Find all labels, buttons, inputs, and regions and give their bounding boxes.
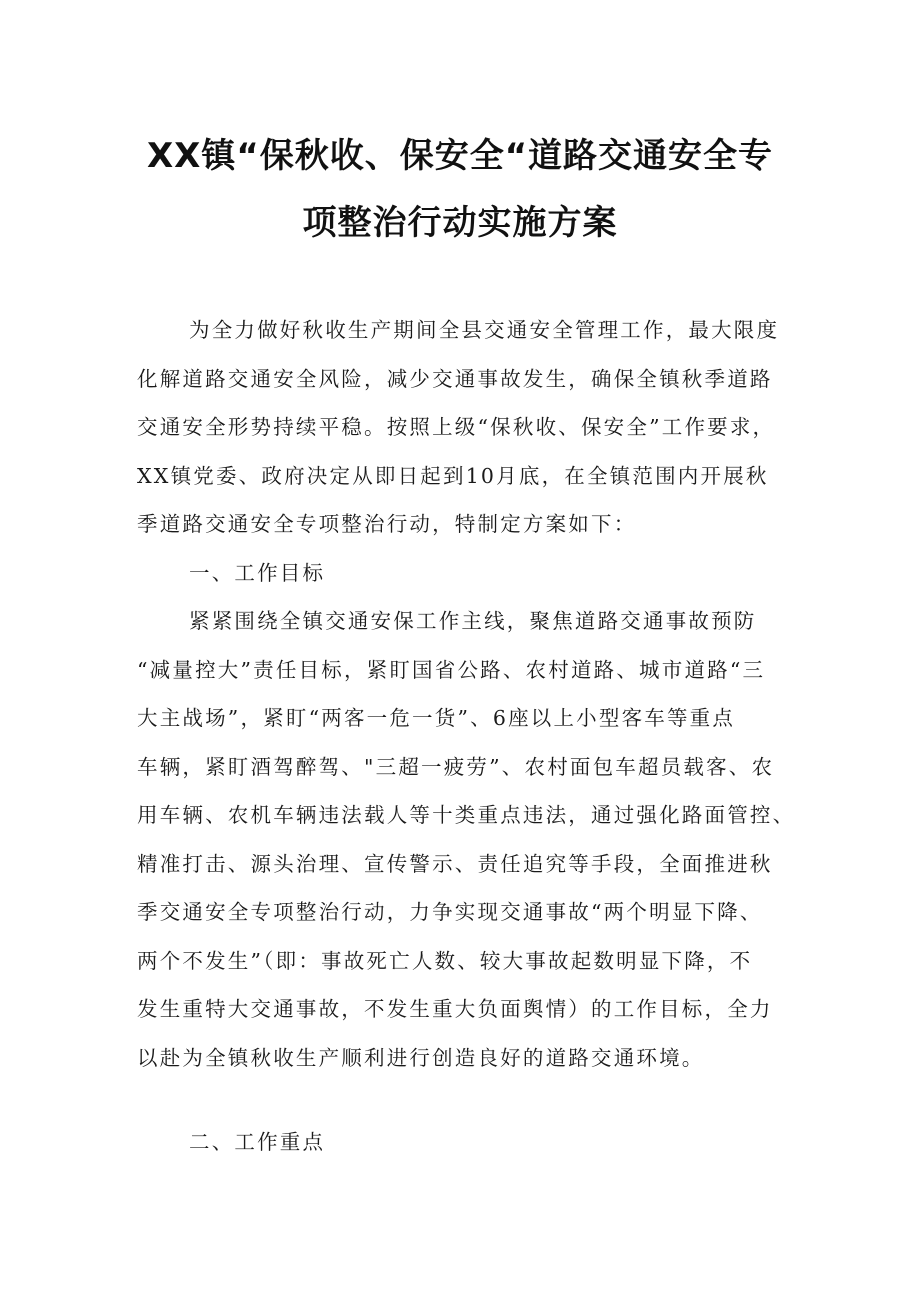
intro-line: 为全力做好秋收生产期间全县交通安全管理工作，最大限度 [189,318,780,342]
document-title-line-1: XX镇“保秋收、保安全“道路交通安全专 [146,136,774,176]
goals-line: 季交通安全专项整治行动，力争实现交通事故“两个明显下降、 [137,900,763,924]
goals-line: “减量控大”责任目标，紧盯国省公路、农村道路、城市道路“三 [137,657,766,682]
goals-line: 两个不发生”（即：事故死亡人数、较大事故起数明显下降，不 [137,948,753,973]
goals-line: 精准打击、源头治理、宣传警示、责任追究等手段，全面推进秋 [137,851,773,876]
intro-paragraph [137,306,797,549]
section-heading-text: 一、工作目标 [189,561,326,585]
goals-line: 车辆，紧盯酒驾醉驾、"三超一疲劳”、农村面包车超员载客、农 [137,754,775,779]
intro-line: XX镇党委、政府决定从即日起到10月底，在全镇范围内开展秋 [137,463,769,488]
goals-line: 大主战场”，紧盯“两客一危一货”、6座以上小型客车等重点 [137,706,736,730]
intro-line: 交通安全形势持续平稳。按照上级“保秋收、保安全”工作要求， [137,415,776,439]
goals-line: 以赴为全镇秋收生产顺利进行创造良好的道路交通环境。 [137,1045,705,1070]
document-title-line-2: 项整治行动实施方案 [302,203,618,243]
goals-line: 用车辆、农机车辆违法载人等十类重点违法，通过强化路面管控、 [137,803,796,827]
goals-line: 紧紧围绕全镇交通安保工作主线，聚焦道路交通事故预防 [189,609,757,633]
intro-line: 季道路交通安全专项整治行动，特制定方案如下： [137,512,637,536]
section-heading-work-goals [137,549,797,598]
intro-line: 化解道路交通安全风险，减少交通事故发生，确保全镇秋季道路 [137,366,773,391]
goals-line: 发生重特大交通事故，不发生重大负面舆情）的工作目标，全力 [137,997,773,1021]
section-heading-text: 二、工作重点 [189,1130,326,1154]
section-heading-work-focus [137,1118,797,1167]
work-goals-paragraph [137,597,797,1082]
